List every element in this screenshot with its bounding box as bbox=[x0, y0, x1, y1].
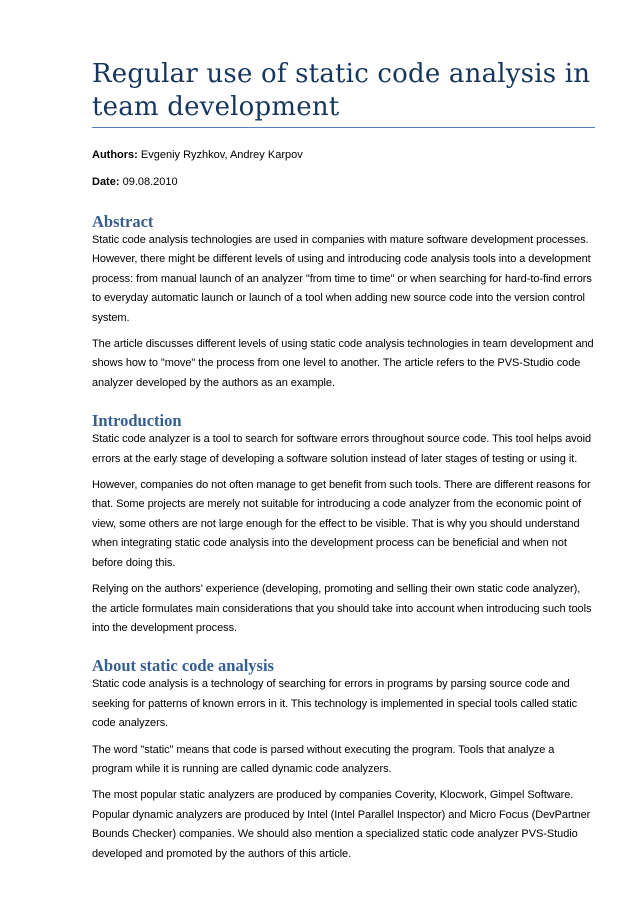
paragraph: Relying on the authors' experience (developing, promoting and selling their own static code analyzer), the article formulates main considerations that you should take into account when introducing such tools into the development process. bbox=[92, 583, 592, 634]
paragraph: Static code analysis is a technology of searching for errors in programs by parsing source code and seeking for patterns of known errors in it. This technology is implemented in special tools called static code analyzers. bbox=[92, 678, 578, 730]
authors-line bbox=[92, 148, 595, 163]
document-page bbox=[92, 58, 595, 871]
section-heading: Introduction bbox=[92, 411, 182, 431]
authors-label: Authors: bbox=[92, 149, 138, 161]
section-abstract bbox=[92, 213, 595, 393]
section-heading: Abstract bbox=[92, 212, 154, 231]
section-heading: About static code analysis bbox=[92, 656, 274, 676]
date-line bbox=[92, 175, 595, 190]
paragraph: The word "static" means that code is parsed without executing the program. Tools that analyze a program while it is running are called dynamic code analyzers. bbox=[92, 743, 555, 775]
paragraph: The article discusses different levels of using static code analysis technologies in team development and shows how to "move" the process from one level to another. The article refers to the PVS-Studio code analyzer developed by the authors as an example. bbox=[92, 338, 594, 389]
paragraph: The most popular static analyzers are produced by companies Coverity, Klocwork, Gimpel Software. Popular dynamic analyzers are produced by Intel (Intel Parallel Inspector) and Micro Focus (DevPartner Bounds Checker) companies. We should also mention a specialized static code analyzer PVS-Studio developed and promoted by the authors of this article. bbox=[92, 789, 591, 860]
paragraph: Static code analyzer is a tool to search for software errors throughout source code. This tool helps avoid errors at the early stage of developing a software solution instead of later stages of testing or using it. bbox=[92, 433, 592, 465]
title-underline bbox=[92, 127, 595, 128]
section-introduction bbox=[92, 412, 595, 638]
date-value: 09.08.2010 bbox=[122, 176, 178, 188]
paragraph: However, companies do not often manage to get benefit from such tools. There are different reasons for that. Some projects are merely not suitable for introducing a code analyzer from the economic point of view, some others are not large enough for the effect to be visible. That is why you should understand when integrating static code analysis into the development process can be beneficial and when not before doing this. bbox=[92, 479, 591, 569]
section-about-static-analysis bbox=[92, 657, 595, 864]
document-title: Regular use of static code analysis in team development bbox=[92, 59, 591, 122]
authors-value: Evgeniy Ryzhkov, Andrey Karpov bbox=[140, 149, 303, 161]
paragraph: Static code analysis technologies are used in companies with mature software development processes. However, there might be different levels of using and introducing code analysis tools into a development process: from manual launch of an analyzer "from time to time" or when searching for hard-to-find errors to everyday automatic launch or launch of a tool when adding new source code into the version control system. bbox=[92, 234, 592, 324]
date-label: Date: bbox=[92, 176, 120, 188]
